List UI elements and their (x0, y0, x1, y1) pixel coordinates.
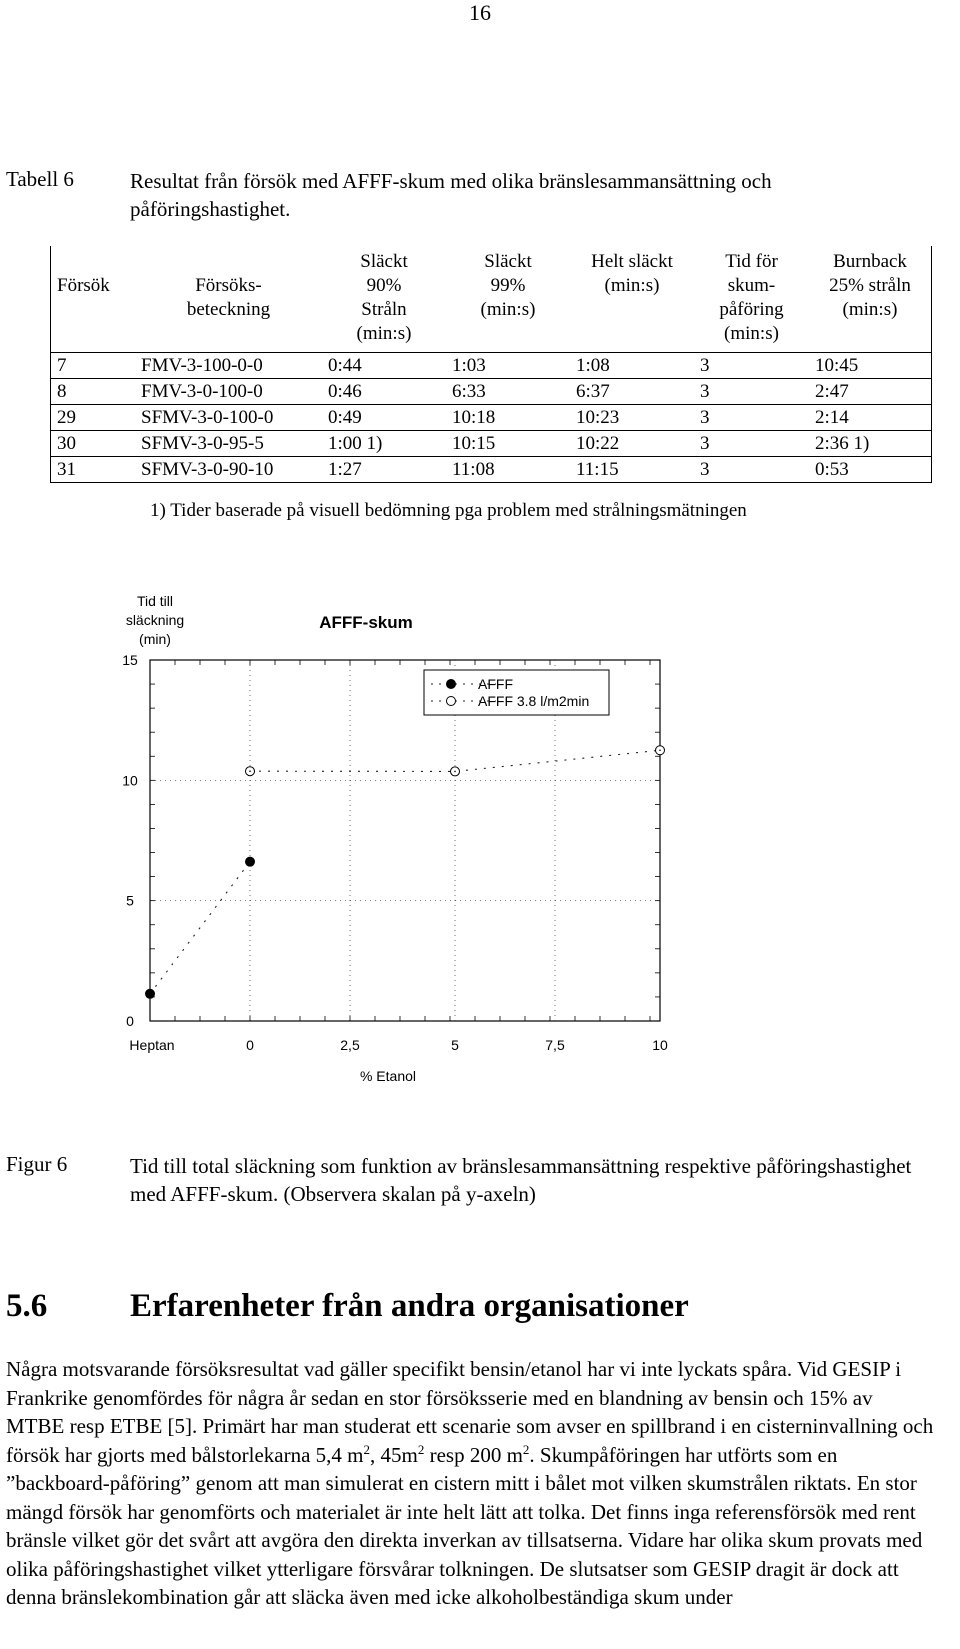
figure-label: Figur 6 (6, 1152, 68, 1176)
table-header-line: Släckt (484, 251, 532, 272)
superscript-3: 2 (522, 1441, 530, 1457)
table-header-line: (min:s) (356, 323, 412, 344)
table-cell: SFMV-3-0-90-10 (135, 457, 322, 483)
table-cell: SFMV-3-0-95-5 (135, 431, 322, 457)
body-text-part-3: resp 200 m (424, 1442, 523, 1467)
table-header-0 (51, 246, 136, 353)
body-text-part-4: . Skumpåföringen har utförts som en ”backboard-påföring” genom att man simulerat en cistern mitt i bålet mot vilken skumstrålen riktats. En stor mängd försök har genomförts och materialet är inte helt lätt att tolka. Det finns inga referensförsök med rent bränsle vilket gör det svårt att avgöra den direkta inverkan av tillsatserna. Vidare har olika skum provats med olika påföringshastighet vilket ytterligare försvårar tolkningen. De slutsatser som GESIP dragit är dock att denna bränslekombination går att släcka även med icke alkoholbeständiga skum under (6, 1442, 923, 1609)
table-cell: FMV-3-0-100-0 (135, 379, 322, 405)
table-cell: 0:46 (322, 379, 446, 405)
table-header-line: 90% (366, 275, 402, 296)
y-axis-label-line: (min) (139, 631, 171, 647)
table-cell: 10:18 (446, 405, 570, 431)
table-header-1 (135, 246, 322, 353)
table-header-6 (809, 246, 932, 353)
table-cell: 6:33 (446, 379, 570, 405)
data-point-center-dot (454, 771, 456, 773)
legend-label-afff-3-8: AFFF 3.8 l/m2min (478, 693, 590, 709)
data-point-afff (145, 989, 155, 999)
x-tick-label: Heptan (129, 1037, 175, 1053)
table-header-line: (min:s) (842, 299, 898, 320)
section-number: 5.6 (6, 1288, 48, 1324)
legend-marker-afff (446, 679, 456, 689)
y-axis-label-line: släckning (125, 612, 185, 628)
figure-caption: Tid till total släckning som funktion av bränslesammansättning respektive påföringshastighet med AFFF-skum. (Observera skalan på y-axeln) (130, 1154, 912, 1206)
table-cell: FMV-3-100-0-0 (135, 353, 322, 379)
legend-marker-afff-3-8 (447, 697, 456, 706)
x-tick-label: 2,5 (340, 1037, 360, 1053)
table-header-2 (322, 246, 446, 353)
table-cell: SFMV-3-0-100-0 (135, 405, 322, 431)
table-header-line: Försök (57, 275, 110, 296)
legend-label-afff: AFFF (478, 676, 513, 692)
x-tick-label: 7,5 (545, 1037, 565, 1053)
body-paragraph (6, 1355, 936, 1612)
x-axis-label: % Etanol (359, 1068, 417, 1084)
table-header-line: (min:s) (724, 323, 779, 344)
table-cell: 10:23 (570, 405, 694, 431)
superscript-2: 2 (417, 1441, 425, 1457)
table-row (51, 379, 932, 405)
table-header-line: påföring (719, 299, 784, 320)
table-footnote: 1) Tider baserade på visuell bedömning pga problem med strålningsmätningen (150, 500, 747, 521)
table-label: Tabell 6 (6, 167, 74, 191)
table-cell: 2:47 (809, 379, 932, 405)
table-cell: 3 (694, 431, 809, 457)
table-cell: 1:27 (322, 457, 446, 483)
table-cell: 10:15 (446, 431, 570, 457)
chart-title: AFFF-skum (319, 613, 413, 632)
table-cell: 7 (51, 353, 136, 379)
table-header-4 (570, 246, 694, 353)
table-row (51, 457, 932, 483)
table-cell: 8 (51, 379, 136, 405)
body-text-part-1: Några motsvarande försöksresultat vad gäller specifikt bensin/etanol har vi inte lyckats spåra. Vid GESIP i Frankrike genomfördes för några år sedan en stor försöksserie med en blandning av bensin och 15% av MTBE resp ETBE [5]. Primärt har man studerat ett scenarie som avser en spillbrand i en cisterninvallning och försök har gjorts med bålstorlekarna 5,4 m (6, 1357, 934, 1467)
table-header-line: 25% stråln (829, 275, 911, 296)
data-point-afff (245, 857, 255, 867)
y-tick-label: 0 (126, 1013, 134, 1029)
table-header-line: (min:s) (480, 299, 536, 320)
table-cell: 0:49 (322, 405, 446, 431)
table-cell: 3 (694, 379, 809, 405)
y-tick-label: 5 (126, 892, 134, 909)
superscript-1: 2 (363, 1441, 370, 1457)
table-header-line: Burnback (833, 251, 907, 272)
results-table (50, 246, 932, 483)
data-point-center-dot (659, 749, 661, 751)
extinction-time-chart (0, 590, 960, 1150)
table-cell: 3 (694, 353, 809, 379)
table-cell: 11:15 (570, 457, 694, 483)
table-row (51, 431, 932, 457)
table-cell: 10:45 (809, 353, 932, 379)
table-cell: 1:00 1) (322, 431, 446, 457)
data-point-center-dot (249, 770, 251, 772)
y-tick-label: 15 (122, 652, 138, 668)
table-cell: 0:53 (809, 457, 932, 483)
table-cell: 3 (694, 405, 809, 431)
table-cell: 30 (51, 431, 136, 457)
table-cell: 2:14 (809, 405, 932, 431)
table-row (51, 405, 932, 431)
table-cell: 1:08 (570, 353, 694, 379)
table-header-line: skum- (727, 275, 776, 296)
table-header-line: Tid för (725, 251, 778, 272)
table-cell: 11:08 (446, 457, 570, 483)
y-tick-label: 10 (122, 772, 138, 789)
table-cell: 31 (51, 457, 136, 483)
table-row (51, 353, 932, 379)
table-cell: 3 (694, 457, 809, 483)
table-header-line: beteckning (186, 299, 271, 320)
table-header-line: Släckt (360, 251, 408, 272)
table-cell: 10:22 (570, 431, 694, 457)
table-cell: 1:03 (446, 353, 570, 379)
page-number: 16 (469, 0, 491, 25)
table-header-3 (446, 246, 570, 353)
table-cell: 29 (51, 405, 136, 431)
series-line-0 (150, 862, 250, 994)
x-tick-label: 10 (652, 1037, 668, 1053)
body-text-part-2: , 45m (370, 1442, 418, 1467)
table-cell: 2:36 1) (809, 431, 932, 457)
y-axis-label-line: Tid till (136, 593, 174, 609)
table-header-line: (min:s) (604, 275, 660, 296)
table-header-5 (694, 246, 809, 353)
table-header-line: Försöks- (195, 275, 262, 296)
table-header-line: 99% (490, 275, 526, 296)
x-tick-label: 5 (451, 1037, 459, 1053)
section-title: Erfarenheter från andra organisationer (130, 1288, 689, 1324)
table-cell: 6:37 (570, 379, 694, 405)
table-header-line: Stråln (361, 299, 407, 320)
table-header-line: Helt släckt (591, 251, 673, 272)
x-tick-label: 0 (246, 1037, 254, 1053)
table-cell: 0:44 (322, 353, 446, 379)
table-caption: Resultat från försök med AFFF-skum med olika bränslesammansättning och påföringshastighet. (130, 169, 772, 221)
